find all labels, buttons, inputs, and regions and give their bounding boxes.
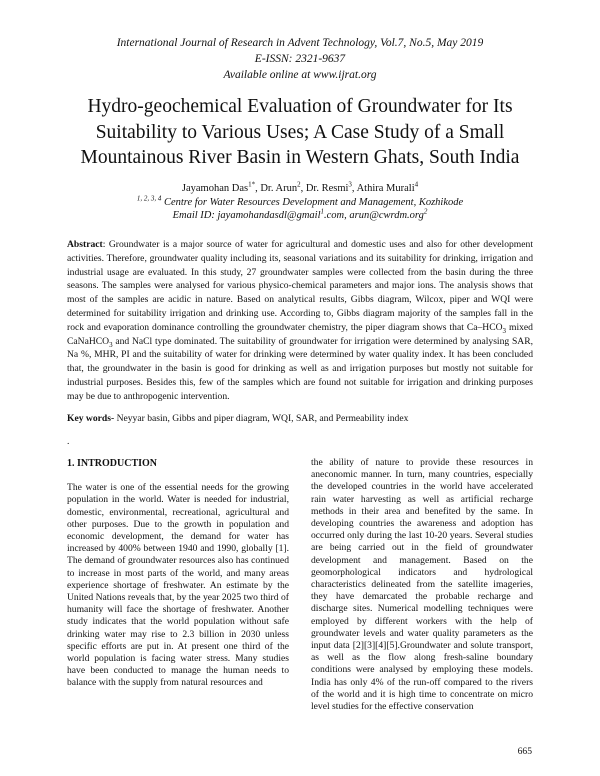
right-column <box>311 457 533 713</box>
author-name: , Dr. Arun <box>255 183 298 194</box>
affiliation <box>0 196 600 210</box>
author-marker: 2 <box>297 180 301 189</box>
email-suffix: .com, arun@cwrdm.org <box>324 210 424 221</box>
separator-dot: . <box>67 436 70 447</box>
author-block <box>0 182 600 223</box>
keywords-line <box>67 412 533 426</box>
abstract-text: mixed CaNaHCO <box>67 321 533 347</box>
author-marker: 4 <box>414 180 419 189</box>
keywords-text: Neyyar basin, Gibbs and piper diagram, WQI, SAR, and Permeability index <box>114 413 409 424</box>
affiliation-text: Centre for Water Resources Development and Management, Kozhikode <box>163 196 464 208</box>
left-column <box>67 458 289 690</box>
author-marker: 1* <box>248 180 256 189</box>
page-number: 665 <box>517 746 532 757</box>
abstract-paragraph <box>67 238 533 404</box>
paper-title: Hydro-geochemical Evaluation of Groundwater for Its Suitability to Various Uses; A Case Study of a Small Mountainous River Basin in Western Ghats, South India <box>80 96 520 168</box>
body-paragraph: The water is one of the essential needs for the growing population in the world. Water is needed for industrial, domestic, environmental, recreational, agricultural and other purposes. Due to the growth in population and economic development, the demand for water has increased by 400% between 1940 and 1990, globally [1]. The demand of groundwater resources also has continued to increase in most parts of the world, and many areas experience shortage of freshwater. An estimate by the United Nations reveals that, by the year 2025 two third of humanity will face the shortage of freshwater. Another study indicates that the world population without safe drinking water may rise to 2.3 billion in 2030 unless specific efforts are put in. At present one third of the world population is facing water stress. Many studies have been conducted to manage the human needs to balance with the supply from natural resources and <box>67 482 289 689</box>
journal-issn: E-ISSN: 2321-9637 <box>254 53 346 65</box>
affiliation-marker: 1, 2, 3, 4 <box>136 194 162 202</box>
formula-subscript: 3 <box>502 326 507 335</box>
author-list <box>0 182 600 196</box>
keywords-label: Key words- <box>67 413 115 424</box>
journal-citation: International Journal of Research in Advent Technology, Vol.7, No.5, May 2019 <box>116 37 484 49</box>
author-marker: 3 <box>348 180 352 189</box>
author-name: Jayamohan Das <box>181 183 249 194</box>
section-heading: 1. INTRODUCTION <box>67 458 158 469</box>
email-prefix: Email ID: jayamohandasdl@gmail <box>172 210 321 221</box>
email-line <box>0 209 600 223</box>
abstract-text: and NaCl type dominated. The suitability of groundwater for irrigation were determined by analysing SAR, Na %, MHR, PI and the suitability of water for drinking were determined by water quality index. It has been concluded that, the groundwater in the basin is good for drinking as well as and irrigation purposes but mostly not suitable for industrial purposes. Besides this, few of the samples which are found not suitable for irrigation and drinking purposes may be due to anthropogenic intervention. <box>67 335 533 402</box>
email-marker: 1 <box>320 207 324 216</box>
author-name: , Athira Murali <box>351 183 415 194</box>
email-marker: 2 <box>423 207 428 216</box>
abstract-label: Abstract <box>67 239 103 250</box>
abstract-text: : Groundwater is a major source of water for agricultural and domestic uses and also for other development activities. Therefore, groundwater quality including its, seasonal variations and its suitability for drinking, irrigation and industrial usage are evaluated. In this study, 27 groundwater samples were collected from the basin during the three seasons. The samples were analysed for various physico-chemical parameters and major ions. The analysis shows that most of the samples are acidic in nature. Based on analytical results, Gibbs diagram, Wilcox, piper and WQI were determined for suitability irrigation and drinking use. According to, Gibbs diagram majority of the samples fall in the rock and evaporation dominance controlling the groundwater chemistry, the piper diagram shows that Ca–HCO <box>67 239 533 333</box>
journal-url: Available online at www.ijrat.org <box>223 69 377 81</box>
formula-subscript: 3 <box>109 340 113 349</box>
body-paragraph: the ability of nature to provide these resources in aneconomic manner. In turn, many countries, especially the developed countries in the world have accelerated rain water harvesting as well as artificial recharge methods in their area and benefited by the same. In developing countries the awareness and adoption has occurred only during the last 10-20 years. Several studies are being carried out in the field of groundwater development and management. Based on the geomorphological indicators and hydrological characteristics delineated from the satellite imageries, they have demarcated the probable recharge and discharge sites. Numerical modelling techniques were employed by different workers with the help of groundwater levels and water quality parameters as the input data [2][3][4][5].Groundwater and solute transport, as well as the flow along fresh-saline boundary conditions were analysed by employing these models. India has only 4% of the run-off compared to the rivers of the world and it is high time to concentrate on micro level studies for the effective conservation <box>311 457 533 713</box>
author-name: , Dr. Resmi <box>300 183 349 194</box>
